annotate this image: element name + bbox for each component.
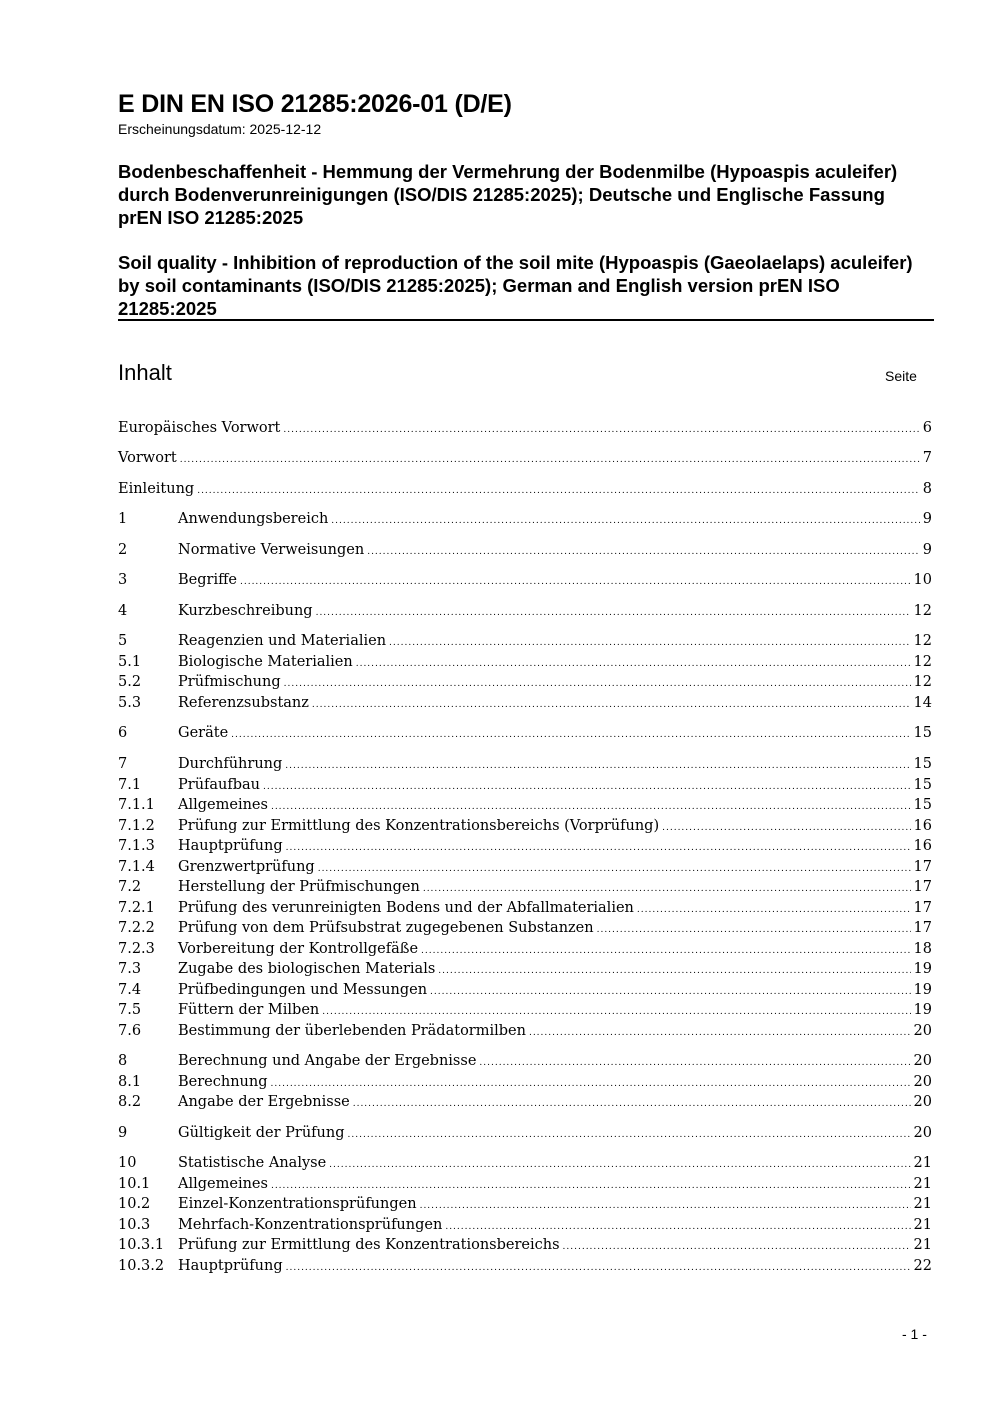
toc-dot-leader — [322, 1000, 910, 1022]
publication-date: Erscheinungsdatum: 2025-12-12 — [118, 121, 322, 137]
toc-dot-leader — [263, 775, 911, 797]
toc-dot-leader — [479, 1051, 910, 1073]
toc-entry-title: Herstellung der Prüfmischungen — [178, 879, 420, 895]
toc-entry-page: 12 — [913, 654, 932, 670]
toc-entry[interactable] — [118, 1072, 932, 1092]
toc-dot-leader — [331, 509, 919, 531]
toc-dot-leader — [438, 959, 910, 981]
toc-entry-title: Geräte — [178, 725, 229, 741]
toc-entry-page: 21 — [913, 1155, 932, 1171]
toc-entry-number: 7.2.2 — [118, 920, 155, 936]
toc-dot-leader — [420, 1194, 911, 1216]
toc-entry-title: Vorbereitung der Kontrollgefäße — [178, 941, 419, 957]
toc-entry-number: 7.5 — [118, 1002, 142, 1018]
toc-entry[interactable] — [118, 898, 932, 918]
toc-entry[interactable] — [118, 479, 932, 499]
toc-entry-number: 7.1.3 — [118, 838, 155, 854]
toc-entry-title: Statistische Analyse — [178, 1155, 327, 1171]
toc-entry-page: 21 — [913, 1196, 932, 1212]
toc-entry-title: Normative Verweisungen — [178, 542, 365, 558]
toc-entry-number: 7 — [118, 756, 128, 772]
toc-entry-title: Europäisches Vorwort — [118, 420, 281, 436]
toc-dot-leader — [180, 448, 920, 470]
toc-entry-number: 7.2.3 — [118, 941, 155, 957]
toc-entry[interactable] — [118, 980, 932, 1000]
toc-entry-page: 20 — [913, 1053, 932, 1069]
toc-entry-page: 8 — [922, 481, 932, 497]
toc-entry[interactable] — [118, 652, 932, 672]
toc-dot-leader — [421, 939, 911, 961]
toc-entry-page: 18 — [913, 941, 932, 957]
toc-entry-page: 14 — [913, 695, 932, 711]
toc-entry-page: 17 — [913, 879, 932, 895]
toc-entry-title: Prüfmischung — [178, 674, 281, 690]
toc-entry-number: 2 — [118, 542, 128, 558]
title-english: Soil quality - Inhibition of reproduction of the soil mite (Hypoaspis (Gaeolaelaps) aculeifer) by soil contaminants (ISO/DIS 21285:2025); German and English version prEN ISO 21285:2025 — [118, 252, 913, 319]
toc-entry-title: Angabe der Ergebnisse — [178, 1094, 350, 1110]
toc-dot-leader — [197, 479, 920, 501]
toc-entry-title: Gültigkeit der Prüfung — [178, 1125, 345, 1141]
toc-entry-page: 12 — [913, 633, 932, 649]
toc-entry[interactable] — [118, 418, 932, 438]
toc-entry[interactable] — [118, 693, 932, 713]
toc-dot-leader — [430, 980, 911, 1002]
toc-entry-page: 6 — [922, 420, 932, 436]
toc-entry[interactable] — [118, 754, 932, 774]
toc-dot-leader — [240, 570, 911, 592]
toc-page-column-label: Seite — [885, 368, 917, 384]
toc-entry-number: 5.2 — [118, 674, 142, 690]
toc-entry-title: Durchführung — [178, 756, 283, 772]
toc-entry-page: 20 — [913, 1023, 932, 1039]
toc-dot-leader — [329, 1153, 910, 1175]
toc-dot-leader — [662, 816, 910, 838]
toc-entry-title: Hauptprüfung — [178, 1258, 283, 1274]
toc-entry-title: Reagenzien und Materialien — [178, 633, 387, 649]
toc-dot-leader — [353, 1092, 911, 1114]
toc-entry-page: 17 — [913, 920, 932, 936]
toc-entry-number: 10.3 — [118, 1217, 151, 1233]
toc-entry[interactable] — [118, 631, 932, 651]
toc-entry-title: Prüfbedingungen und Messungen — [178, 982, 428, 998]
toc-entry-number: 8 — [118, 1053, 128, 1069]
toc-entry[interactable] — [118, 1153, 932, 1173]
toc-entry[interactable] — [118, 795, 932, 815]
toc-entry[interactable] — [118, 448, 932, 468]
toc-entry-page: 21 — [913, 1176, 932, 1192]
toc-entry[interactable] — [118, 723, 932, 743]
toc-entry-number: 5.3 — [118, 695, 142, 711]
toc-entry[interactable] — [118, 570, 932, 590]
toc-entry-title: Prüfung zur Ermittlung des Konzentrationsbereichs (Vorprüfung) — [178, 818, 660, 834]
toc-dot-leader — [318, 857, 911, 879]
toc-entry-page: 12 — [913, 603, 932, 619]
toc-entry-number: 5 — [118, 633, 128, 649]
toc-entry-number: 7.3 — [118, 961, 142, 977]
toc-entry-number: 7.4 — [118, 982, 142, 998]
toc-entry-number: 3 — [118, 572, 128, 588]
toc-entry-number: 6 — [118, 725, 128, 741]
toc-entry[interactable] — [118, 939, 932, 959]
page-number: - 1 - — [902, 1326, 927, 1342]
toc-entry-number: 4 — [118, 603, 128, 619]
toc-dot-leader — [312, 693, 911, 715]
toc-entry-number: 10.3.2 — [118, 1258, 165, 1274]
toc-entry-page: 16 — [913, 838, 932, 854]
toc-entry-title: Berechnung — [178, 1074, 268, 1090]
toc-entry-title: Prüfung von dem Prüfsubstrat zugegebenen Substanzen — [178, 920, 594, 936]
toc-entry-title: Vorwort — [118, 450, 177, 466]
toc-entry-page: 16 — [913, 818, 932, 834]
toc-entry-page: 9 — [922, 511, 932, 527]
toc-entry[interactable] — [118, 1021, 932, 1041]
toc-entry-page: 17 — [913, 900, 932, 916]
toc-dot-leader — [286, 1256, 911, 1278]
toc-dot-leader — [563, 1235, 911, 1257]
toc-entry[interactable] — [118, 1092, 932, 1112]
toc-dot-leader — [367, 540, 920, 562]
toc-entry-title: Bestimmung der überlebenden Prädatormilben — [178, 1023, 526, 1039]
toc-dot-leader — [284, 672, 911, 694]
toc-entry-page: 22 — [913, 1258, 932, 1274]
toc-entry-page: 7 — [922, 450, 932, 466]
toc-entry-number: 7.1.2 — [118, 818, 155, 834]
toc-entry-page: 17 — [913, 859, 932, 875]
toc-entry[interactable] — [118, 540, 932, 560]
toc-entry-page: 19 — [913, 982, 932, 998]
toc-dot-leader — [356, 652, 911, 674]
toc-dot-leader — [231, 723, 910, 745]
toc-entry-number: 10.3.1 — [118, 1237, 165, 1253]
toc-entry[interactable] — [118, 1000, 932, 1020]
toc-entry-page: 15 — [913, 725, 932, 741]
toc-entry-page: 15 — [913, 756, 932, 772]
toc-entry-title: Anwendungsbereich — [178, 511, 329, 527]
toc-entry-page: 15 — [913, 797, 932, 813]
toc-entry[interactable] — [118, 1194, 932, 1214]
toc-entry-number: 8.1 — [118, 1074, 142, 1090]
toc-entry-title: Hauptprüfung — [178, 838, 283, 854]
toc-entry-page: 19 — [913, 1002, 932, 1018]
toc-entry[interactable] — [118, 959, 932, 979]
toc-dot-leader — [597, 918, 911, 940]
toc-entry-title: Mehrfach-Konzentrationsprüfungen — [178, 1217, 443, 1233]
toc-entry-title: Einleitung — [118, 481, 195, 497]
toc-entry-title: Allgemeines — [178, 1176, 268, 1192]
toc-entry-title: Zugabe des biologischen Materials — [178, 961, 436, 977]
toc-dot-leader — [285, 754, 910, 776]
toc-entry-page: 20 — [913, 1094, 932, 1110]
document-id: E DIN EN ISO 21285:2026-01 (D/E) — [118, 90, 512, 118]
toc-entry-page: 15 — [913, 777, 932, 793]
toc-entry-title: Referenzsubstanz — [178, 695, 309, 711]
toc-entry[interactable] — [118, 672, 932, 692]
toc-entry-number: 7.6 — [118, 1023, 142, 1039]
toc-entry-title: Prüfung des verunreinigten Bodens und der Abfallmaterialien — [178, 900, 634, 916]
toc-entry[interactable] — [118, 836, 932, 856]
toc-entry-title: Füttern der Milben — [178, 1002, 320, 1018]
toc-dot-leader — [348, 1123, 911, 1145]
toc-entry[interactable] — [118, 775, 932, 795]
toc-entry-number: 7.2.1 — [118, 900, 155, 916]
toc-dot-leader — [271, 1174, 911, 1196]
toc-entry[interactable] — [118, 509, 932, 529]
toc-entry-title: Einzel-Konzentrationsprüfungen — [178, 1196, 417, 1212]
toc-entry[interactable] — [118, 857, 932, 877]
title-german: Bodenbeschaffenheit - Hemmung der Vermehrung der Bodenmilbe (Hypoaspis aculeifer) durch Bodenverunreinigungen (ISO/DIS 21285:2025); Deutsche und Englische Fassung prEN ISO 21285:2025 — [118, 161, 898, 228]
toc-dot-leader — [271, 795, 911, 817]
toc-dot-leader — [316, 601, 911, 623]
toc-entry-title: Kurzbeschreibung — [178, 603, 313, 619]
toc-entry-page: 20 — [913, 1125, 932, 1141]
toc-entry-page: 12 — [913, 674, 932, 690]
toc-entry-title: Begriffe — [178, 572, 237, 588]
toc-entry[interactable] — [118, 816, 932, 836]
toc-dot-leader — [286, 836, 911, 858]
toc-entry-number: 10.2 — [118, 1196, 151, 1212]
toc-entry-title: Biologische Materialien — [178, 654, 353, 670]
toc-dot-leader — [283, 418, 919, 440]
toc-entry-number: 7.2 — [118, 879, 142, 895]
toc-heading: Inhalt — [118, 360, 172, 385]
toc-entry-number: 7.1.4 — [118, 859, 155, 875]
toc-dot-leader — [271, 1072, 911, 1094]
toc-entry-number: 7.1 — [118, 777, 142, 793]
toc-entry[interactable] — [118, 1174, 932, 1194]
toc-entry[interactable] — [118, 601, 932, 621]
toc-entry[interactable] — [118, 1051, 932, 1071]
toc-entry-page: 21 — [913, 1217, 932, 1233]
toc-entry[interactable] — [118, 1123, 932, 1143]
toc-entry[interactable] — [118, 1215, 932, 1235]
toc-entry-page: 19 — [913, 961, 932, 977]
toc-entry-page: 10 — [913, 572, 932, 588]
toc-entry-number: 10.1 — [118, 1176, 151, 1192]
toc-entry-number: 10 — [118, 1155, 137, 1171]
toc-dot-leader — [445, 1215, 910, 1237]
toc-entry[interactable] — [118, 1256, 932, 1276]
toc-entry-title: Allgemeines — [178, 797, 268, 813]
toc-entry-page: 21 — [913, 1237, 932, 1253]
toc-entry[interactable] — [118, 918, 932, 938]
toc-entry-title: Berechnung und Angabe der Ergebnisse — [178, 1053, 477, 1069]
toc-entry-page: 20 — [913, 1074, 932, 1090]
toc-dot-leader — [637, 898, 911, 920]
toc-entry-number: 8.2 — [118, 1094, 142, 1110]
toc-entry-page: 9 — [922, 542, 932, 558]
toc-dot-leader — [423, 877, 911, 899]
toc-entry-number: 9 — [118, 1125, 128, 1141]
toc-dot-leader — [529, 1021, 911, 1043]
header-divider — [118, 319, 934, 321]
toc-dot-leader — [389, 631, 911, 653]
toc-entry-title: Prüfung zur Ermittlung des Konzentrationsbereichs — [178, 1237, 560, 1253]
toc-entry-title: Prüfaufbau — [178, 777, 261, 793]
toc-entry-number: 5.1 — [118, 654, 142, 670]
toc-entry-number: 7.1.1 — [118, 797, 155, 813]
toc-entry[interactable] — [118, 1235, 932, 1255]
toc-entry-title: Grenzwertprüfung — [178, 859, 315, 875]
toc-entry-number: 1 — [118, 511, 128, 527]
toc-entry[interactable] — [118, 877, 932, 897]
